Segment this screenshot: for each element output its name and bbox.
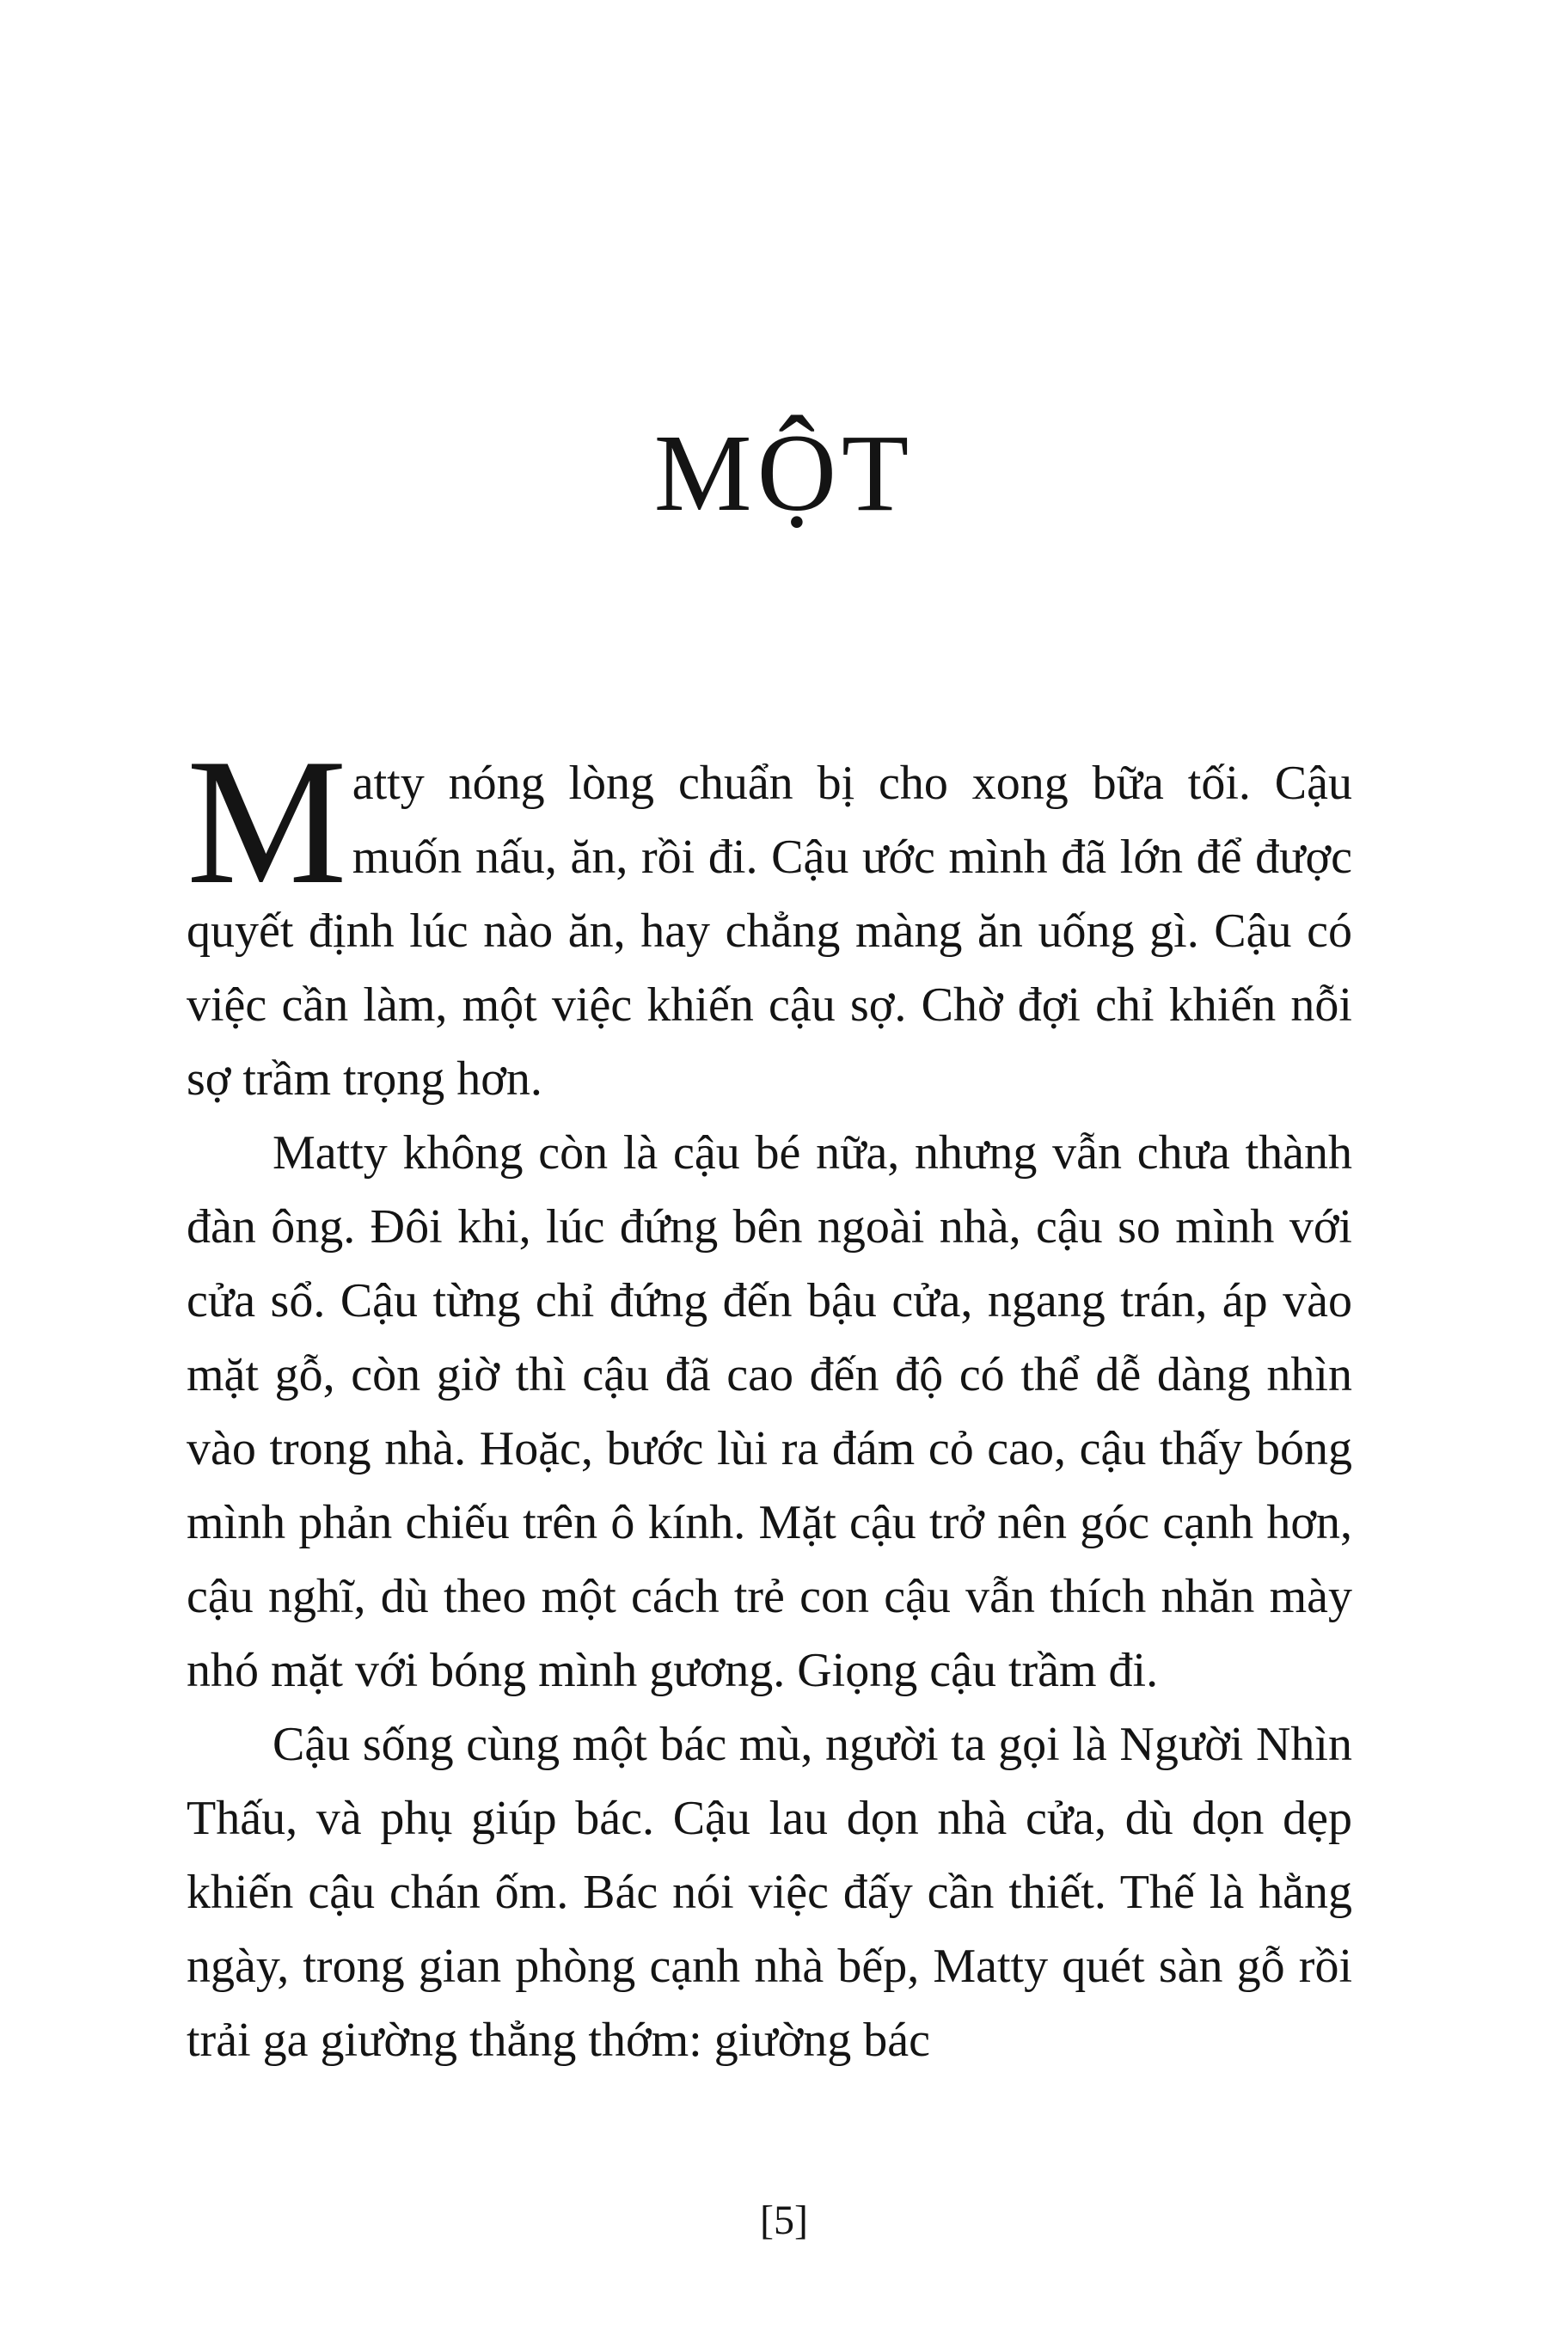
drop-cap: M <box>187 722 347 922</box>
paragraph-2: Matty không còn là cậu bé nữa, nhưng vẫn chưa thành đàn ông. Đôi khi, lúc đứng bên ngoài nhà, cậu so mình với cửa sổ. Cậu từng chỉ đứng đến bậu cửa, ngang trán, áp vào mặt gỗ, còn giờ thì cậu đã cao đến độ có thể dễ dàng nhìn vào trong nhà. Hoặc, bước lùi ra đám cỏ cao, cậu thấy bóng mình phản chiếu trên ô kính. Mặt cậu trở nên góc cạnh hơn, cậu nghĩ, dù theo một cách trẻ con cậu vẫn thích nhăn mày nhó mặt với bóng mình gương. Giọng cậu trầm đi. <box>187 1126 1352 1697</box>
chapter-body <box>187 722 1352 2077</box>
paragraph-1-text: atty nóng lòng chuẩn bị cho xong bữa tối. Cậu muốn nấu, ăn, rồi đi. Cậu ước mình đã lớn để được quyết định lúc nào ăn, hay chẳng màng ăn uống gì. Cậu có việc cần làm, một việc khiến cậu sợ. Chờ đợi chỉ khiến nỗi sợ trầm trọng hơn. <box>187 757 1352 1106</box>
page-number: [5] <box>760 2198 808 2243</box>
paragraph-1 <box>187 722 1352 1116</box>
chapter-title: MỘT <box>653 412 915 534</box>
paragraph-3: Cậu sống cùng một bác mù, người ta gọi là Người Nhìn Thấu, và phụ giúp bác. Cậu lau dọn nhà cửa, dù dọn dẹp khiến cậu chán ốm. Bác nói việc đấy cần thiết. Thế là hằng ngày, trong gian phòng cạnh nhà bếp, Matty quét sàn gỗ rồi trải ga giường thẳng thớm: giường bác <box>187 1718 1352 2067</box>
